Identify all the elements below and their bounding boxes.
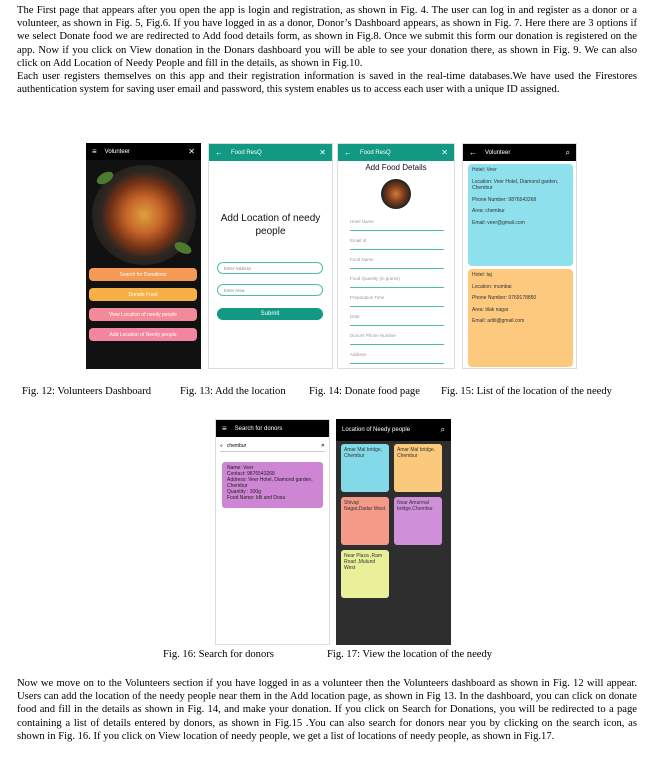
location-tile: Near Amarmal bridge,Chembur bbox=[394, 497, 442, 545]
submit-button: Submit bbox=[217, 308, 323, 320]
search-icon: ⌕ bbox=[565, 147, 570, 157]
caption-fig14: Fig. 14: Donate food page bbox=[309, 386, 420, 397]
close-icon: ✕ bbox=[188, 146, 195, 156]
donor-phone-field: Donors Phone Number bbox=[350, 333, 444, 345]
food-logo bbox=[381, 179, 411, 209]
hotel-name-field: Hotel Name bbox=[350, 219, 444, 231]
caption-fig15: Fig. 15: List of the location of the needy bbox=[441, 386, 612, 397]
card-line: Quantity : 300g bbox=[227, 489, 261, 495]
donate-food-screenshot bbox=[337, 143, 455, 369]
card-line: Phone Number: 9769178850 bbox=[472, 295, 537, 301]
close-icon: ✕ bbox=[441, 147, 448, 157]
caption-fig17: Fig. 17: View the location of the needy bbox=[327, 649, 493, 660]
card-line: Name: Veer bbox=[227, 465, 254, 471]
card-line: Hotel: Veer bbox=[472, 167, 497, 173]
back-arrow-icon: ← bbox=[469, 147, 477, 157]
search-query: chembur bbox=[226, 443, 247, 449]
app-bar-title: Food ResQ bbox=[231, 149, 262, 156]
search-bar bbox=[220, 441, 325, 452]
food-name-field: Food Name bbox=[350, 257, 444, 269]
add-location-screenshot bbox=[208, 143, 333, 369]
donation-card bbox=[468, 269, 573, 367]
card-line: Food Name: Idli and Dosa bbox=[227, 495, 286, 501]
clear-icon: ✕ bbox=[320, 443, 325, 449]
view-location-button: View Location of needy people bbox=[89, 308, 197, 321]
donation-card bbox=[468, 164, 573, 266]
donate-food-button: Donate Food bbox=[89, 288, 197, 301]
caption-fig12: Fig. 12: Volunteers Dashboard bbox=[22, 386, 152, 397]
menu-icon: ≡ bbox=[222, 423, 227, 433]
menu-icon: ≡ bbox=[92, 146, 97, 156]
page-heading: Add Food Details bbox=[365, 163, 427, 172]
app-bar bbox=[463, 144, 576, 161]
caption-fig13: Fig. 13: Add the location bbox=[180, 386, 286, 397]
location-tile: Amar Mal bridge, Chembur bbox=[341, 444, 389, 492]
donor-card bbox=[222, 462, 323, 508]
address-field: Address bbox=[350, 352, 444, 364]
search-icon: ⌕ bbox=[440, 425, 445, 434]
paragraph-intro: The First page that appears after you open the app is login and registration, as shown in Fig. 4. The user can log in and register as a donor or a volunteer, as shown in Fig. 5, Fig.6. If you have logged in as a donor, Donor’s Dashboard appears, as shown in Fig. 7. Here there are 3 options if we select Donate food we are redirected to Add food details form, as shown in Fig.8. Once we submit this form our donation is registered on the app. Now if you click on View donation in the Donars dashboard you will be able to see your donation there, as shown in Fig. 9. We can also click on Add Location of Needy People and fill in the details, as shown in Fig.10. Each user registers themselves on this app and their registration information is saved in the real-time databases.We have used the Firestores authentication system for saving user email and password, this system enables us to access each user with a unique ID assigned. bbox=[17, 5, 637, 96]
email-field: Email Id bbox=[350, 238, 444, 250]
view-needy-locations-screenshot bbox=[336, 419, 451, 645]
address-field: Enter Address bbox=[217, 262, 323, 274]
card-line: Email: aditi@gmail.com bbox=[472, 318, 525, 324]
card-line: Email: veer@gmail.com bbox=[472, 219, 525, 226]
card-line: Hotel: taj bbox=[472, 272, 492, 278]
app-bar bbox=[336, 419, 451, 441]
search-donors-screenshot bbox=[215, 419, 330, 645]
area-field: Enter Area bbox=[217, 284, 323, 296]
app-bar-title: Volunteer bbox=[485, 149, 511, 156]
app-bar-title: Search for donors bbox=[234, 425, 283, 432]
location-tile: Near Plaza ,Ram Road ,Mulund West bbox=[341, 550, 389, 598]
date-field: Date bbox=[350, 314, 444, 326]
search-icon: ⌕ bbox=[220, 443, 223, 449]
app-bar-title: Food ResQ bbox=[360, 149, 391, 156]
needy-location-list-screenshot bbox=[462, 143, 577, 369]
page-heading: Add Location of needy people bbox=[220, 213, 321, 237]
caption-fig16: Fig. 16: Search for donors bbox=[163, 649, 274, 660]
card-line: Contact: 9876543268 bbox=[227, 471, 275, 477]
add-location-button: Add Location of Needy people bbox=[89, 328, 197, 341]
volunteer-dashboard-screenshot bbox=[86, 143, 201, 369]
back-arrow-icon: ← bbox=[344, 147, 352, 157]
location-tile: Shivaji Nagar,Dadar West bbox=[341, 497, 389, 545]
card-line: Location: mumbai bbox=[472, 283, 512, 290]
app-bar bbox=[209, 144, 332, 161]
app-bar bbox=[338, 144, 454, 161]
location-tile: Amar Mal bridge, Chembur bbox=[394, 444, 442, 492]
app-bar bbox=[86, 143, 201, 160]
paragraph-volunteer: Now we move on to the Volunteers section if you have logged in as a volunteer then the Volunteers dashboard as shown in Fig. 12 will appear. Users can add the location of the needy people near them in the Add location page, as shown in Fig 13. In the dashboard, you can click on donate food and fill in the details as shown in Fig. 14, and make your donation. If you click on Search for Donations, you will be redirected to a page containing a list of details entered by donors, as shown in Fig.15 .You can also search for donors near you by clicking on the search icon, as shown in Fig. 16. If you click on View location of needy people, we get a list of locations of needy people, as shown in Fig.17. bbox=[17, 678, 637, 742]
app-bar-title: Volunteer bbox=[104, 148, 131, 155]
app-bar bbox=[216, 420, 329, 437]
search-donations-button: Search for Donations bbox=[89, 268, 197, 281]
card-line: Location: Veer Hotel, Diamond garden, Chembur bbox=[472, 178, 559, 191]
card-line: Area: tilak nagar bbox=[472, 306, 509, 313]
food-quantity-field: Food Quantity (in grams) bbox=[350, 276, 444, 288]
card-line: Address: Veer Hotel, Diamond garden, Chembur bbox=[227, 477, 313, 489]
back-arrow-icon: ← bbox=[215, 147, 223, 157]
preparation-time-field: Preparation Time bbox=[350, 295, 444, 307]
app-bar-title: Location of Needy people bbox=[342, 427, 411, 433]
close-icon: ✕ bbox=[319, 147, 326, 157]
card-line: Phone Number: 9876543268 bbox=[472, 196, 537, 203]
card-line: Area: chembur bbox=[472, 208, 505, 214]
